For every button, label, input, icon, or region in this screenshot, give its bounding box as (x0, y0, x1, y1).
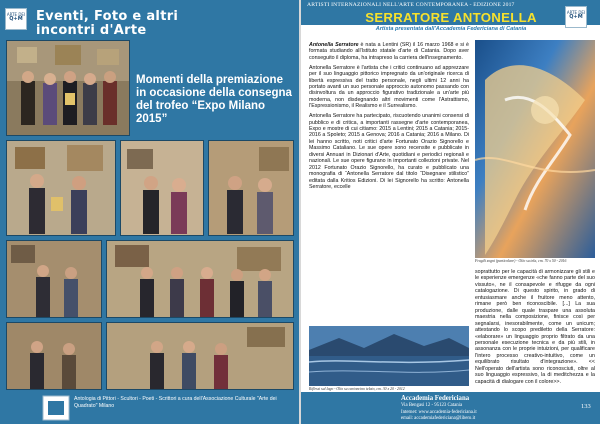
event-photo-6 (106, 240, 294, 318)
event-photo-5 (6, 240, 102, 318)
arte-dei-quadrato-logo: ARTE DEI Q+M (565, 6, 587, 28)
event-photo-3 (120, 140, 204, 236)
right-page (301, 0, 600, 424)
event-photo-8 (106, 322, 294, 390)
artist-name: SERRATORE ANTONELLA (365, 10, 537, 25)
biography-column-1 (309, 42, 469, 194)
academy-email: email: accademiafedericiana@libero.it (401, 416, 476, 421)
bio-paragraph-2: Antonella Serratore è l'artista che i critici continuano ad apprezzare per il suo linguaggio pittorico impregnato da un'originale ricerca di libertà espressiva del tratto personale, negli ultimi 12 anni ha portato avanti un suo personale approccio autonomo passando con disinvoltura da un approccio figurativo tradizionale a un'arte più moderna, non disdegnando altri movimenti come l'Astrattismo, l'Espressionismo, il Realismo e il Surrealismo. (309, 64, 469, 110)
academy-address: Via Bengasi 12 - 95123 Catania (401, 403, 463, 408)
artist-subtitle: Artista presentata dall'Accademia Federiciana di Catania (375, 26, 527, 32)
section-title: Eventi, Foto e altri incontri d'Arte (36, 9, 179, 38)
edition-title: ARTISTI INTERNAZIONALI NELL'ARTE CONTEMPORANEA - EDIZIONE 2017 (307, 2, 515, 8)
photo-caption: Momenti della premiazione in occasione della consegna del trofeo “Expo Milano 2015” (136, 74, 292, 125)
association-icon (42, 395, 70, 421)
arte-dei-quadrato-logo: ARTE DEI Q+M (5, 8, 27, 30)
left-footer-text: Antologia di Pittori - Scultori - Poeti - Scrittori a cura dell'Associazione Culturale "Arte dei Quadrato" Milano (74, 396, 277, 409)
academy-name: Accademia Federiciana (401, 395, 470, 402)
left-page (0, 0, 299, 424)
painting2-caption: Riflessi sul lago - Olio su cartoncino telato, cm. 30 x 20 - 2012 (309, 387, 405, 391)
bio-paragraph-1: Antonella Serratore è nata a Lentini (SR) il 16 marzo 1968 e si è formata studiando all'Istituto statale d'arte di Catania. Dopo aver conseguito il diploma, ha intrapreso la carriera dell'insegnamento. (309, 42, 469, 61)
event-photo-1 (6, 40, 130, 136)
painting1-caption: Fragili sogni (particolare) - Olio su tela, cm. 70 x 50 - 2016 (475, 259, 567, 263)
page-number: 133 (581, 403, 591, 410)
event-photo-4 (208, 140, 294, 236)
academy-website: Internet: www.accademia-federiciana.it (401, 410, 477, 415)
painting-riflessi-sul-lago (309, 326, 469, 386)
event-photo-7 (6, 322, 102, 390)
biography-column-2: soprattutto per le capacità di armonizzare gli stili e le esperienze emergenze «che fanno parte del suo vissuto», ne il consapevole e rifugge da ogni catalogazione. Di questo spirito, in grado di entusiasmare anche il fruitore meno attento, rimane però ben riconoscibile. [...] La sua produzione, dalle quale traspare una assoluta maestria nella composizione, finisce così per segnalarsi, inesorabilmente, come un unicum; attestando lo scopo prediletto della Serratore: «elaborare» un linguaggio proprio filtrato da una personale esecuzione tecnica e da più stili, in assonanza con le proprie intuizioni, per qualificare l'intero processo creativo-intuitivo, come un equilibrato risultato d'integrazione». << Nell'operato dell'artista sono riconosciuti, oltre al suo linguaggio espressivo, la di meditchezza e la capacità di dialogare con il colore>>. (475, 269, 595, 385)
painting-fragili-sogni (475, 40, 595, 258)
event-photo-2 (6, 140, 116, 236)
bio-paragraph-3: Antonella Serratore ha partecipato, riscuotendo unanimi consensi di pubblico e di critica, a importanti rassegne d'arte contemporanea, Expo e mostre di cui citiamo: 2015 a Lentini; 2015 a Catania; 2015-2016 a Spoleto; 2015 a Genova; 2016 a Catania; 2016 a Milano. Di lei hanno scritto, noti critici d'arte Fortunato Orazio Signorello e Massimo Cataliano. Le sue opere sono recensite e pubblicate in diversi Annuari in Dizionari d'Arte, quotidiani e periodici regionali e nazionali. Le sue opere figurano in importanti collezioni private. Nel 2012 Fortunato Orazio Signorello, ha curato e pubblicato una monografia di “Antonella Serratore dal titolo “Disegnare stilistico” editata dalla Kritios Edizioni. Di lei Signorello ha scritto: Antonella Serratore, eccelle (309, 113, 469, 191)
